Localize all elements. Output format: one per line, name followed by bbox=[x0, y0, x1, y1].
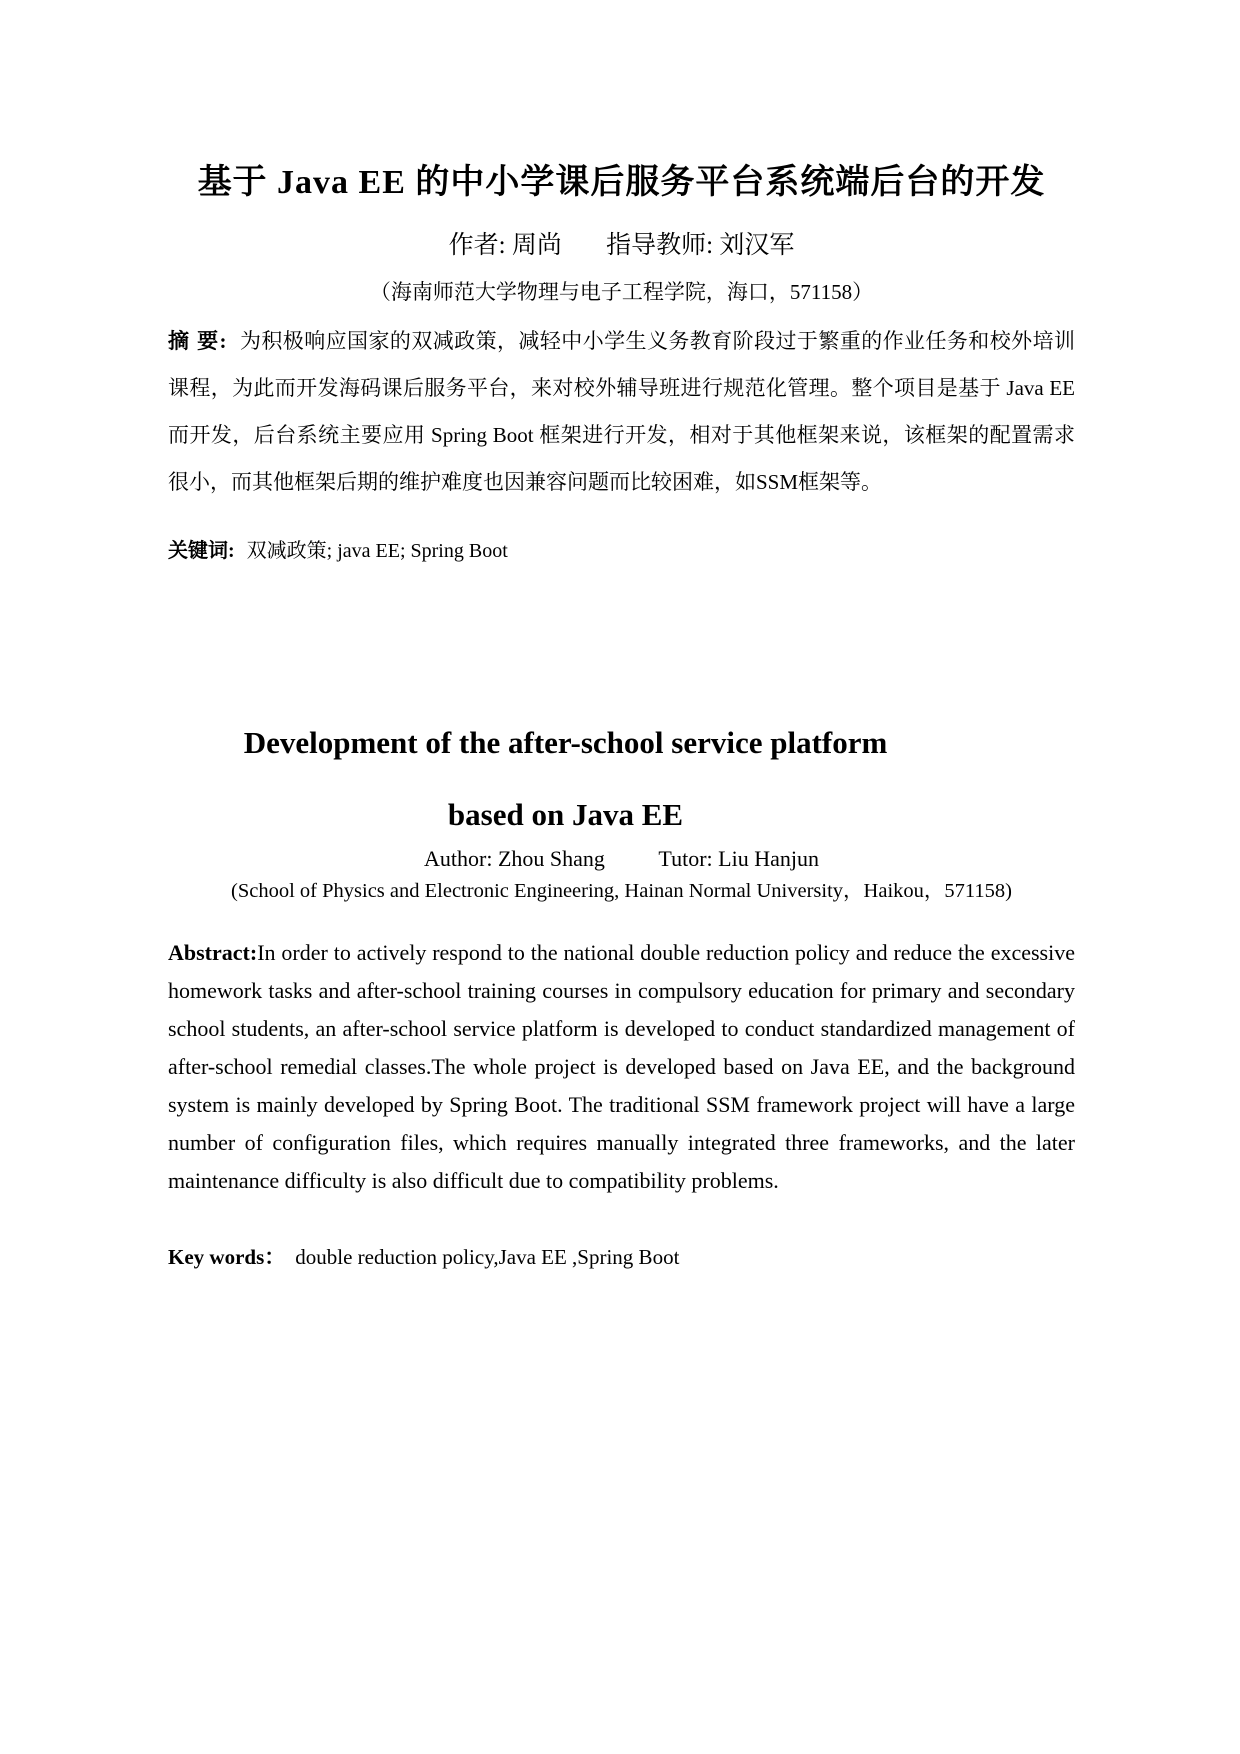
en-title-line1: Development of the after-school service platform bbox=[243, 725, 888, 761]
en-abstract-text: In order to actively respond to the national double reduction policy and reduce the excessive homework tasks and after-school training courses in compulsory education for primary and secondary school students, an after-school service platform is developed to conduct standardized management of after-school remedial classes.The whole project is developed based on Java EE, and the background system is mainly developed by Spring Boot. The traditional SSM framework project will have a large number of configuration files, which requires manually integrated three frameworks, and the later maintenance difficulty is also difficult due to compatibility problems. bbox=[168, 940, 1075, 1194]
zh-abstract bbox=[168, 318, 1075, 506]
en-abstract bbox=[168, 934, 1075, 1200]
en-title-line2: based on Java EE bbox=[447, 797, 684, 833]
en-author-text: Author: Zhou Shang bbox=[424, 846, 605, 872]
zh-title: 基于 Java EE 的中小学课后服务平台系统端后台的开发 bbox=[197, 163, 1046, 201]
zh-tutor-text: 指导教师: 刘汉军 bbox=[606, 231, 795, 259]
en-author-line bbox=[168, 844, 1075, 874]
zh-keywords-label: 关键词: bbox=[168, 540, 235, 563]
en-keywords-label: Key words： bbox=[168, 1245, 286, 1270]
en-keywords bbox=[168, 1242, 1075, 1274]
en-abstract-label: Abstract: bbox=[168, 940, 258, 966]
zh-author-line bbox=[168, 228, 1075, 263]
zh-abstract-label: 摘 要: bbox=[168, 329, 228, 354]
en-title bbox=[168, 726, 1075, 832]
zh-keywords bbox=[168, 536, 1075, 566]
zh-author-text: 作者: 周尚 bbox=[448, 231, 562, 259]
zh-abstract-text: 为积极响应国家的双减政策，减轻中小学生义务教育阶段过于繁重的作业任务和校外培训课程，为此而开发海码课后服务平台，来对校外辅导班进行规范化管理。整个项目是基于 Java EE 而开发，后台系统主要应用 Spring Boot 框架进行开发，相对于其他框架来说，该框架的配置需求很小，而其他框架后期的维护难度也因兼容问题而比较困难，如SSM框架等。 bbox=[168, 329, 1075, 495]
en-keywords-text: double reduction policy,Java EE ,Spring Boot bbox=[295, 1245, 680, 1270]
zh-affiliation: （海南师范大学物理与电子工程学院，海口，571158） bbox=[369, 279, 874, 304]
zh-keywords-text: 双减政策; java EE; Spring Boot bbox=[246, 540, 508, 563]
en-tutor-text: Tutor: Liu Hanjun bbox=[658, 846, 819, 872]
en-affiliation: (School of Physics and Electronic Engineering, Hainan Normal University，Haikou，571158) bbox=[231, 880, 1012, 903]
